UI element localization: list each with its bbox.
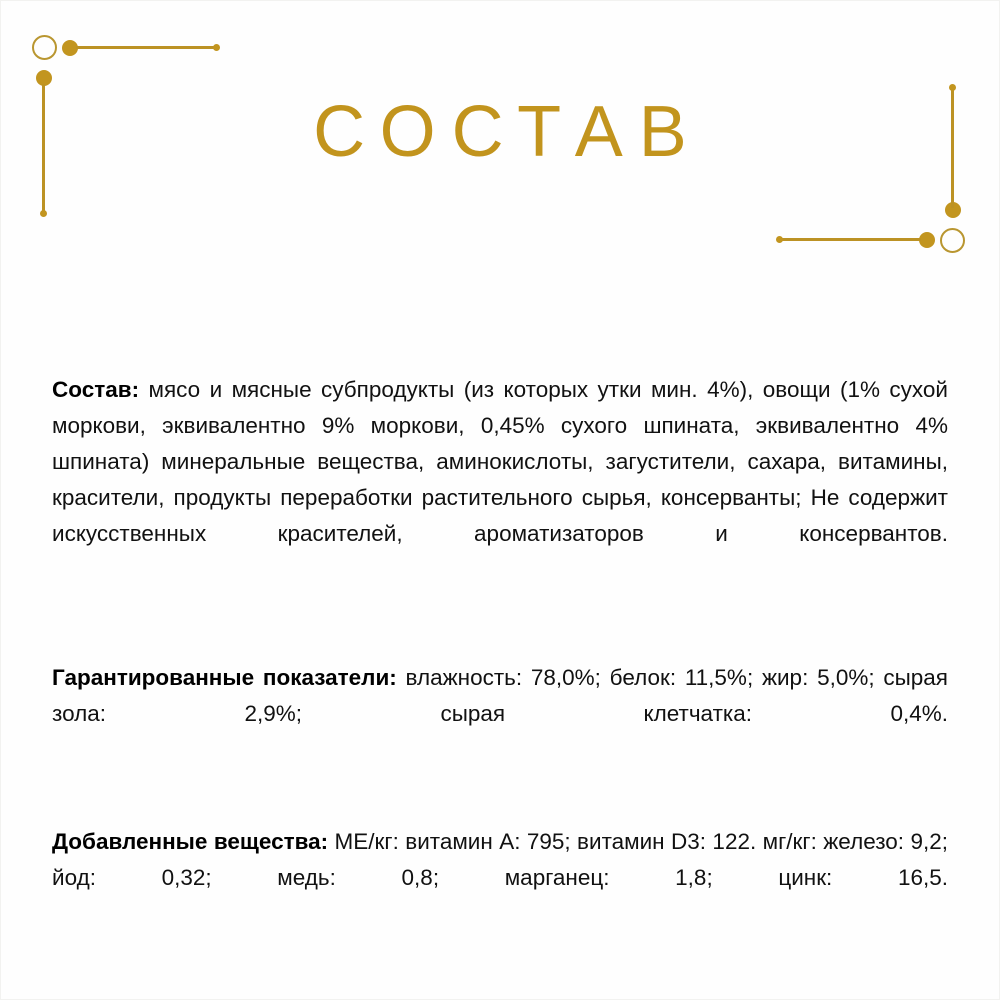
content-body <box>52 372 948 932</box>
dot-small-icon <box>776 236 783 243</box>
additives-label: Добавленные вещества: <box>52 829 329 854</box>
guaranteed-analysis-label: Гарантированные показатели: <box>52 665 397 690</box>
ring-icon <box>940 228 965 253</box>
dot-small-icon <box>949 84 956 91</box>
composition-label: Состав: <box>52 377 140 402</box>
section-spacer <box>52 588 948 660</box>
dot-small-icon <box>213 44 220 51</box>
additives-paragraph <box>52 824 948 932</box>
dot-large-icon <box>919 232 935 248</box>
dot-small-icon <box>40 210 47 217</box>
guaranteed-analysis-paragraph <box>52 660 948 768</box>
composition-text: мясо и мясные субпродукты (из которых утки мин. 4%), овощи (1% сухой моркови, эквивалентно 9% моркови, 0,45% сухого шпината, эквивалентно 4% шпината) минеральные вещества, аминокислоты, загустители, сахара, витамины, красители, продукты переработки растительного сырья, консерванты; Не содержит искусственных красителей, ароматизаторов и консервантов. <box>52 377 948 546</box>
section-spacer <box>52 768 948 824</box>
page-title: СОСТАВ <box>313 92 703 172</box>
additives-text: МЕ/кг: витамин А: 795; витамин D3: 122. мг/кг: железо: 9,2; йод: 0,32; медь: 0,8; марганец: 1,8; цинк: 16,5. <box>52 829 948 890</box>
horizontal-rule <box>781 238 921 241</box>
ring-icon <box>32 35 57 60</box>
horizontal-rule <box>76 46 216 49</box>
guaranteed-analysis-text: влажность: 78,0%; белок: 11,5%; жир: 5,0%; сырая зола: 2,9%; сырая клетчатка: 0,4%. <box>52 665 948 726</box>
composition-paragraph <box>52 372 948 588</box>
